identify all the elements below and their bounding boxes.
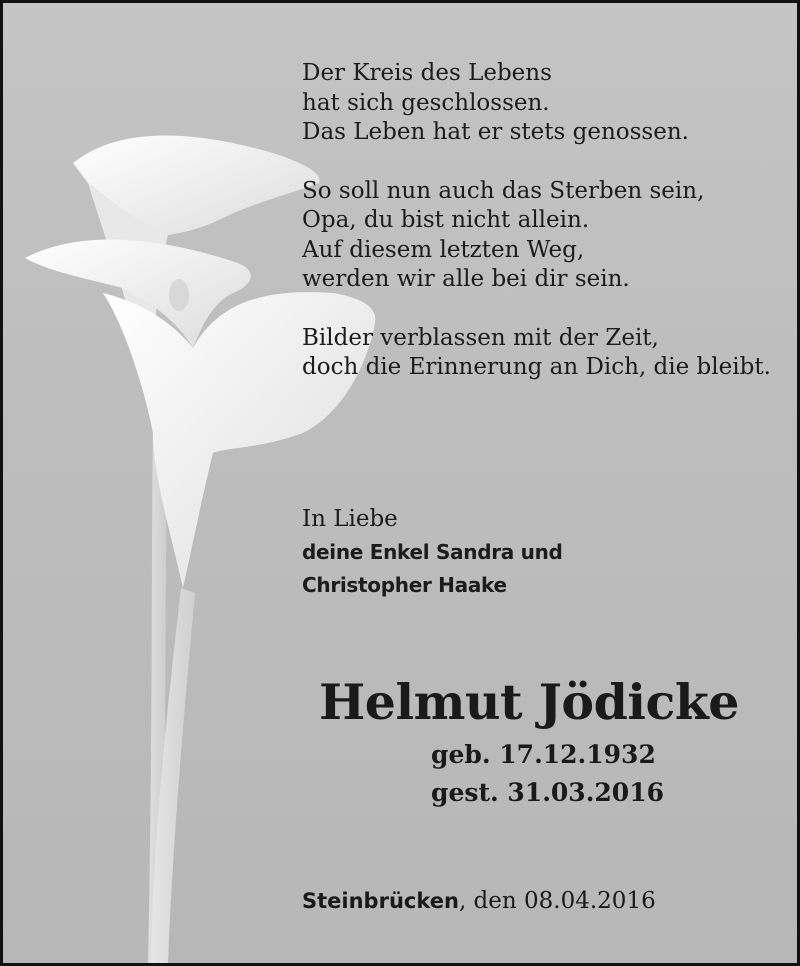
signature-line: Christopher Haake [302,573,507,597]
publication-date: , den 08.04.2016 [458,888,656,914]
poem-line: doch die Erinnerung an Dich, die bleibt. [302,354,771,380]
poem-line: So soll nun auch das Sterben sein, [302,177,705,204]
life-dates [431,736,664,812]
signature-intro: In Liebe [302,506,398,532]
poem-stanza [302,177,771,295]
poem-line: Opa, du bist nicht allein. [302,207,590,233]
poem-line: werden wir alle bei dir sein. [302,266,630,292]
poem-line: Bilder verblassen mit der Zeit, [302,324,659,351]
signature-line: deine Enkel Sandra und [302,540,563,564]
place-name: Steinbrücken [302,889,459,913]
poem-line: hat sich geschlossen. [302,89,550,116]
signature [302,503,563,602]
poem-line: Der Kreis des Lebens [302,60,552,86]
deceased-name: Helmut Jödicke [319,673,739,731]
poem-line: Das Leben hat er stets genossen. [302,119,689,145]
poem [302,59,771,412]
place-date-line [302,888,656,914]
birth-date: geb. 17.12.1932 [431,740,656,769]
poem-stanza [302,59,771,148]
poem-line: Auf diesem letzten Weg, [302,236,585,263]
poem-stanza [302,324,771,383]
death-date: gest. 31.03.2016 [431,778,664,807]
